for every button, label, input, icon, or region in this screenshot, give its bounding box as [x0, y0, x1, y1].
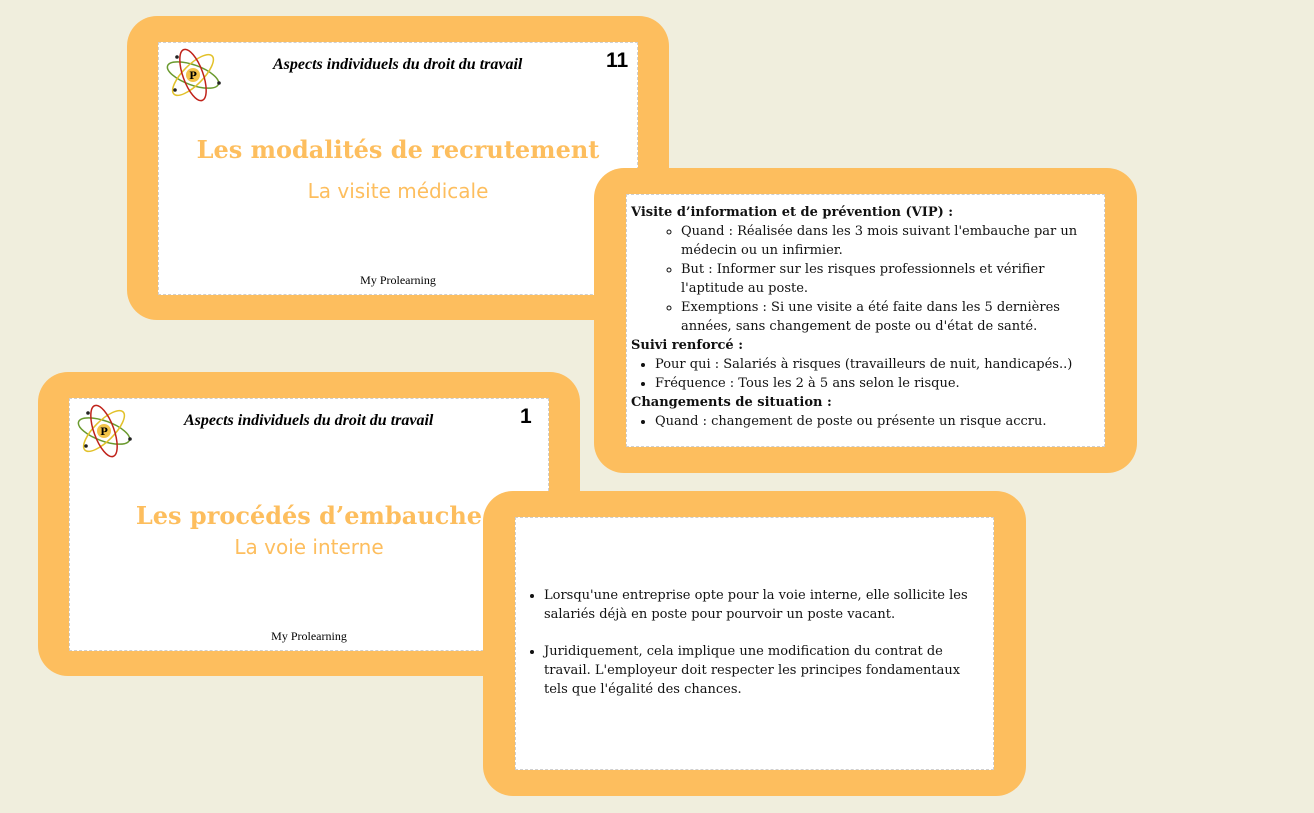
list-item: • Pour qui : Salariés à risques (travailleurs de nuit, handicapés..) [655, 355, 1100, 374]
card-number: 1 [520, 405, 532, 428]
vip-section-list [631, 222, 1100, 336]
flashcard-11-face [158, 42, 638, 295]
card-title: Les modalités de recrutement [196, 135, 600, 164]
vip-section-title: Visite d’information et de prévention (VIP) : [631, 205, 954, 220]
card-subtitle: La voie interne [234, 535, 384, 559]
flashcard-11[interactable] [127, 16, 669, 320]
list-item: ◦ But : Informer sur les risques professionnels et vérifier l'aptitude au poste. [681, 260, 1100, 298]
card-subtitle: La visite médicale [307, 179, 489, 203]
changements-section-title: Changements de situation : [631, 395, 832, 410]
card-header-title: Aspects individuels du droit du travail [184, 412, 434, 429]
vip-details-face [626, 194, 1105, 447]
list-item: ◦ Quand : Réalisée dans les 3 mois suivant l'embauche par un médecin ou un infirmier. [681, 222, 1100, 260]
card-header-title: Aspects individuels du droit du travail [273, 56, 523, 73]
list-item: • Juridiquement, cela implique une modification du contrat de travail. L'employeur doit respecter les principes fondamentaux tels que l'égalité des chances. [544, 642, 985, 699]
flashcard-voie-interne-details[interactable] [483, 491, 1026, 796]
svg-text:P: P [100, 427, 108, 438]
prolearning-logo-icon [74, 401, 134, 461]
list-item: • Quand : changement de poste ou présente un risque accru. [655, 412, 1100, 431]
suivi-section-title: Suivi renforcé : [631, 338, 743, 353]
card-number: 11 [606, 49, 629, 72]
flashcard-vip-details[interactable] [594, 168, 1137, 473]
card-footer: My Prolearning [271, 629, 347, 643]
voie-interne-face [515, 517, 994, 770]
prolearning-logo-icon [163, 45, 223, 105]
list-item: • Fréquence : Tous les 2 à 5 ans selon le risque. [655, 374, 1100, 393]
changements-section-list [631, 412, 1100, 431]
card-footer: My Prolearning [360, 273, 436, 287]
card-title: Les procédés d’embauche [135, 501, 483, 530]
voie-interne-list [520, 586, 985, 699]
suivi-section-list [631, 355, 1100, 393]
list-item: ◦ Exemptions : Si une visite a été faite dans les 5 dernières années, sans changement de poste ou d'état de santé. [681, 298, 1100, 336]
flashcard-1-face [69, 398, 549, 651]
svg-text:P: P [189, 71, 197, 82]
list-item: • Lorsqu'une entreprise opte pour la voie interne, elle sollicite les salariés déjà en poste pour pourvoir un poste vacant. [544, 586, 985, 624]
